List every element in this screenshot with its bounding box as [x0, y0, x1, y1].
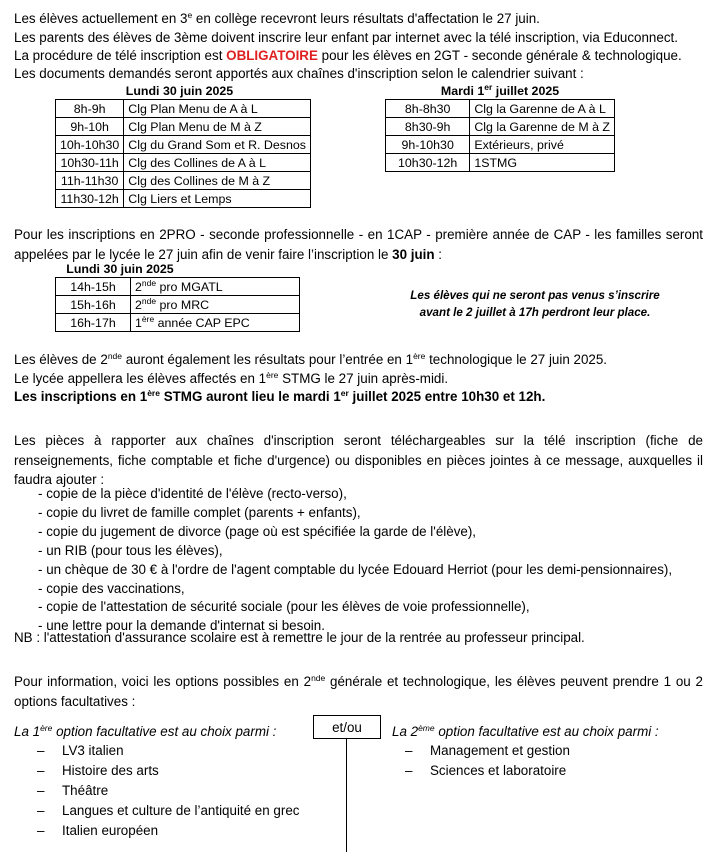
intro-line-documents: Les documents demandés seront apportés aux chaînes d'inscription selon le calendrier suivant : — [14, 66, 584, 81]
pro-schedule-table — [55, 277, 300, 332]
monday-schedule-title: Lundi 30 juin 2025 — [125, 84, 234, 98]
document-item: - copie du jugement de divorce (page où est spécifiée la garde de l'élève), — [38, 523, 672, 542]
monday-slot-time: 11h-11h30 — [56, 172, 124, 190]
documents-intro: Les pièces à rapporter aux chaînes d'inscription seront téléchargeables sur la télé inscription (fiche de renseignements, fiche comptable et fiche d'urgence) ou disponibles en pièces jointes à ce message, auxquelles il faudra ajouter : — [14, 433, 703, 487]
monday-slot-group: Clg du Grand Som et R. Desnos — [124, 136, 311, 154]
tuesday-slot-group: Clg la Garenne de M à Z — [470, 118, 615, 136]
monday-slot-row — [56, 172, 311, 190]
pro-slot-class: 2nde pro MGATL — [131, 278, 300, 296]
tuesday-slot-group: Extérieurs, privé — [470, 136, 615, 154]
and-or-box: et/ou — [313, 715, 381, 739]
options-divider — [346, 739, 347, 852]
document-item: - copie des vaccinations, — [38, 580, 672, 599]
monday-slot-group: Clg Plan Menu de A à L — [124, 100, 311, 118]
tuesday-slot-group: Clg la Garenne de A à L — [470, 100, 615, 118]
option-item: – LV3 italien — [37, 741, 299, 761]
techno-line-results: Les élèves de 2nde auront également les résultats pour l’entrée en 1ère technologique le 27 juin 2025. — [14, 351, 608, 367]
tuesday-schedule-table — [385, 99, 615, 172]
monday-slot-time: 11h30-12h — [56, 190, 124, 208]
pro-slot-row — [56, 278, 300, 296]
techno-line-stmg-dates: Les inscriptions en 1ère STMG auront lieu le mardi 1er juillet 2025 entre 10h30 et 12h. — [14, 388, 546, 404]
monday-slot-group: Clg des Collines de A à L — [124, 154, 311, 172]
documents-list — [38, 485, 672, 636]
pro-deadline-note: Les élèves qui ne seront pas venus s’inscrire avant le 2 juillet à 17h perdront leur place. — [410, 289, 660, 319]
tuesday-slot-row — [386, 100, 615, 118]
intro-line-mandatory: La procédure de télé inscription est OBLIGATOIRE pour les élèves en 2GT - seconde générale & technologique. — [14, 48, 682, 63]
tuesday-slot-row — [386, 154, 615, 172]
monday-slot-group: Clg Plan Menu de M à Z — [124, 118, 311, 136]
option-item: – Histoire des arts — [37, 761, 299, 781]
pro-slot-time: 16h-17h — [56, 314, 131, 332]
document-item: - un RIB (pour tous les élèves), — [38, 542, 672, 561]
pro-inscription-paragraph: Pour les inscriptions en 2PRO - seconde professionnelle - en 1CAP - première année de CAP - les familles seront appelées par le lycée le 27 juin afin de venir faire l’inscription le 30 juin : — [14, 227, 703, 262]
option-item: – Sciences et laboratoire — [405, 761, 570, 781]
pro-slot-class: 1ère année CAP EPC — [131, 314, 300, 332]
monday-slot-time: 10h30-11h — [56, 154, 124, 172]
document-item: - copie de la pièce d'identité de l'élève (recto-verso), — [38, 485, 672, 504]
pro-slot-class: 2nde pro MRC — [131, 296, 300, 314]
second-option-list — [405, 741, 570, 781]
tuesday-slot-time: 8h30-9h — [386, 118, 470, 136]
pro-slot-time: 14h-15h — [56, 278, 131, 296]
monday-slot-time: 8h-9h — [56, 100, 124, 118]
monday-slot-group: Clg Liers et Lemps — [124, 190, 311, 208]
first-option-list — [37, 741, 299, 841]
options-intro: Pour information, voici les options possibles en 2nde générale et technologique, les élèves peuvent prendre 1 ou 2 options facultatives : — [14, 673, 703, 709]
intro-line-results: Les élèves actuellement en 3e en collège recevront leurs résultats d'affectation le 27 juin. — [14, 10, 540, 26]
second-option-heading: La 2ème option facultative est au choix parmi : — [392, 723, 659, 739]
techno-line-call: Le lycée appellera les élèves affectés en 1ère STMG le 27 juin après-midi. — [14, 370, 449, 386]
monday-slot-time: 9h-10h — [56, 118, 124, 136]
first-option-heading: La 1ère option facultative est au choix parmi : — [14, 723, 277, 739]
pro-slot-row — [56, 296, 300, 314]
pro-slot-time: 15h-16h — [56, 296, 131, 314]
monday-slot-row — [56, 136, 311, 154]
pro-slot-row — [56, 314, 300, 332]
mandatory-highlight: OBLIGATOIRE — [226, 48, 318, 63]
tuesday-slot-row — [386, 118, 615, 136]
document-item: - un chèque de 30 € à l'ordre de l'agent comptable du lycée Edouard Herriot (pour les demi-pensionnaires), — [38, 561, 672, 580]
monday-slot-row — [56, 190, 311, 208]
monday-slot-row — [56, 118, 311, 136]
tuesday-slot-time: 8h-8h30 — [386, 100, 470, 118]
option-item: – Langues et culture de l’antiquité en grec — [37, 801, 299, 821]
documents-nb: NB : l'attestation d'assurance scolaire est à remettre le jour de la rentrée au professeur principal. — [14, 630, 585, 645]
monday-schedule-table — [55, 99, 311, 208]
tuesday-slot-time: 10h30-12h — [386, 154, 470, 172]
option-item: – Théâtre — [37, 781, 299, 801]
tuesday-schedule-title: Mardi 1er juillet 2025 — [440, 82, 560, 98]
document-item: - une lettre pour la demande d'internat si besoin. — [38, 617, 672, 636]
monday-slot-row — [56, 154, 311, 172]
document-item: - copie du livret de famille complet (parents + enfants), — [38, 504, 672, 523]
intro-line-parents: Les parents des élèves de 3ème doivent inscrire leur enfant par internet avec la télé inscription, via Educonnect. — [14, 30, 678, 45]
tuesday-slot-time: 9h-10h30 — [386, 136, 470, 154]
monday-slot-time: 10h-10h30 — [56, 136, 124, 154]
option-item: – Management et gestion — [405, 741, 570, 761]
document-item: - copie de l'attestation de sécurité sociale (pour les élèves de voie professionnelle), — [38, 598, 672, 617]
monday-slot-row — [56, 100, 311, 118]
pro-schedule-title: Lundi 30 juin 2025 — [66, 262, 174, 276]
tuesday-slot-row — [386, 136, 615, 154]
monday-slot-group: Clg des Collines de M à Z — [124, 172, 311, 190]
tuesday-slot-group: 1STMG — [470, 154, 615, 172]
option-item: – Italien européen — [37, 821, 299, 841]
